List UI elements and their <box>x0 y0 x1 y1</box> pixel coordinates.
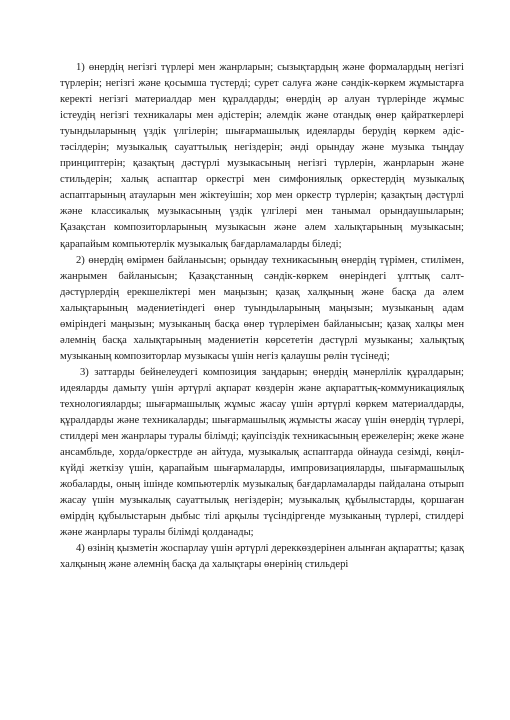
paragraph-2: 2) өнердің өмірмен байланысын; орындау техникасының өнердің түрімен, стилімен, жанрымен байланысын; Қазақстанның сәндік-көркем өнеріндегі ұлттық салт-дәстүрлердің ерекшеліктері мен маңызын; қазақ халқының және басқа да әлем халықтарының мәдениетіндегі өнер туындыларының маңызын; музыканың адам өміріндегі маңызын; музыканың басқа өнер түрлерімен байланысын; қазақ халқы мен әлемнің басқа халықтарының мәдениетін көрсететін дәстүрлі музыканы; халықтық музыканың композиторлар музыкасы үшін негіз қалаушы рөлін түсінеді; <box>60 254 464 362</box>
paragraph-3: 3) заттарды бейнелеудегі композиция заңдарын; өнердің мәнерлілік құралдарын; идеяларды дамыту үшін әртүрлі ақпарат көздерін және ақпараттық-коммуникациялық технологияларды; шығармашылық жұмыс жасау үшін әртүрлі көркем материалдарды, құралдарды және техникаларды; шығармашылық жұмысты жасау үшін өнердің түрлері, стилдері мен жанрлары туралы білімді; қауіпсіздік техникасының ережелерін; жеке және ансамбльде, хорда/оркестрде ән айтуда, музыкалық аспаптарда ойнауда сезімді, көңіл-күйді жеткізу үшін, қарапайым шығармаларды, импровизацияларды, шығармашылық жобаларды, оның ішінде компьютерлік музыкалық бағдарламаларды пайдалана отырып жасау үшін музыкалық сауаттылық негіздерін; музыкалық құбылыстарды, қоршаған өмірдің құбылыстарын дыбыс тілі арқылы түсіндіргенде музыканың түрлері, стилдері және жанрлары туралы білімді қолданады; <box>60 366 464 539</box>
paragraph-1: 1) өнердің негізгі түрлері мен жанрларын; сызықтардың және формалардың негізгі түрлерін; негізгі және қосымша түстерді; сурет салуға және сәндік-көркем жұмыстарға керекті негізгі материалдар мен құралдарды; өнердің әр алуан түрлерінде жұмыс істеудің негізгі техникалары мен әдістерін; әлемдік және отандық өнер қайраткерлері туындыларының үздік үлгілерін; шығармашылық идеяларды берудің көркем әдіс-тәсілдерін; музыкалық сауаттылық негіздерін; әнді орындау және музыка тыңдау принциптерін; қазақтың дәстүрлі музыкасының негізгі түрлерін, жанрларын және стильдерін; халық аспаптар оркестрі мен симфониялық оркестердің музыкалық аспаптарының атауларын мен жіктеуішін; хор мен оркестр түрлерін; қазақтың дәстүрлі және классикалық музыкасының үздік үлгілері мен танымал орындаушыларын; Қазақстан композиторларының музыкасын және әлем халықтарының музыкасын; қарапайым компьютерлік музыкалық бағдарламаларды біледі; <box>60 62 464 250</box>
paragraph-4: 4) өзінің қызметін жоспарлау үшін әртүрлі дереккөздерінен алынған ақпаратты; қазақ халқының және әлемнің басқа да халықтары өнерінің стильдері <box>60 543 464 571</box>
document-body <box>60 60 464 574</box>
